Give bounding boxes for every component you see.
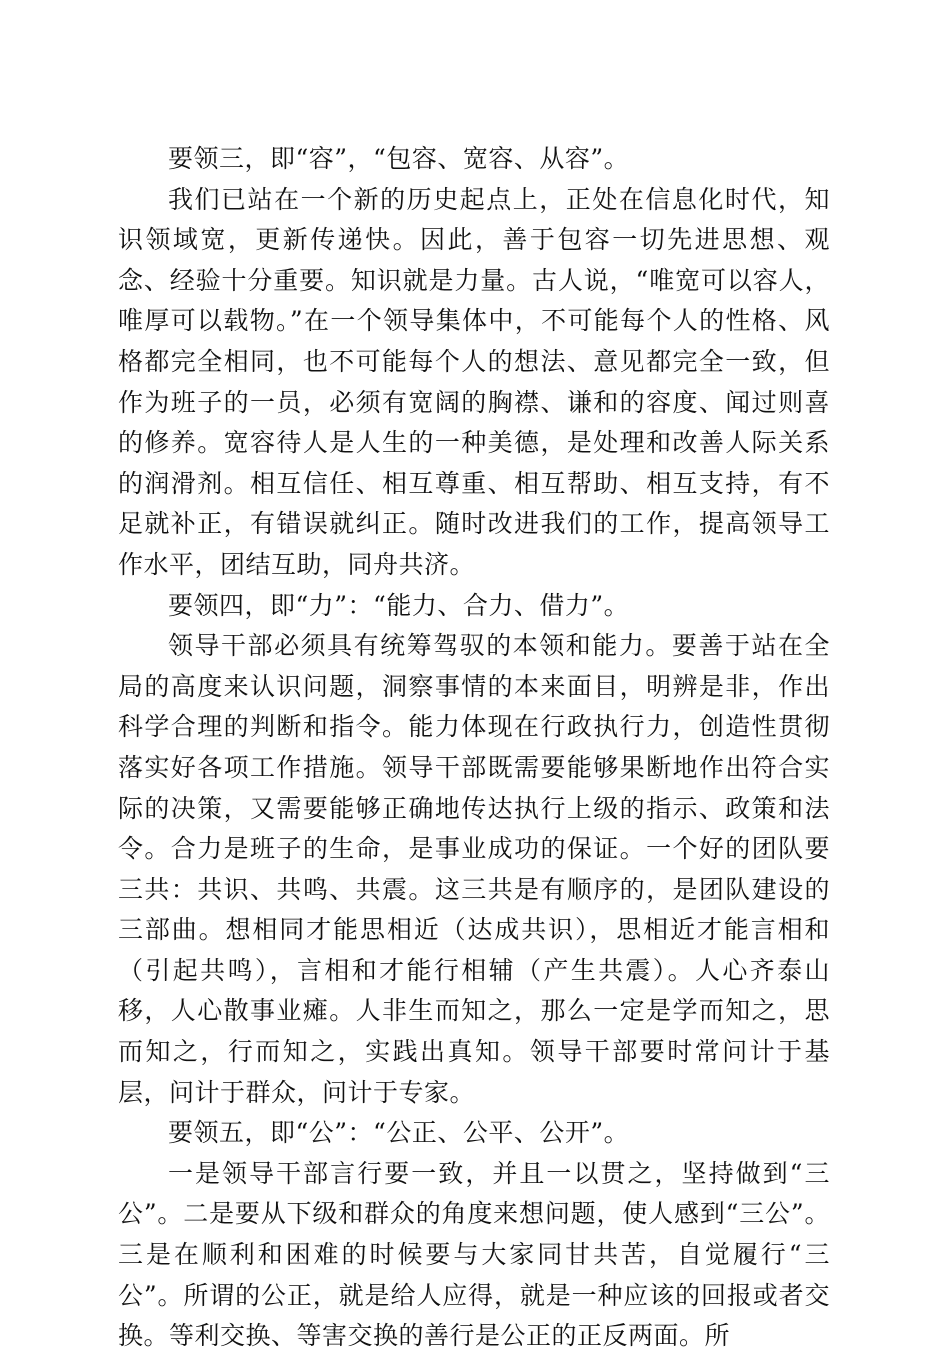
document-body	[118, 139, 830, 1357]
heading-principle-five: 要领五，即“公”：“公正、公平、公开”。	[168, 1118, 630, 1148]
heading-principle-three: 要领三，即“容”，“包容、宽容、从容”。	[168, 144, 630, 173]
heading-principle-four: 要领四，即“力”：“能力、合力、借力”。	[168, 590, 630, 620]
paragraph-tolerance: 我们已站在一个新的历史起点上，正处在信息化时代，知识领域宽，更新传递快。因此，善于包容一切先进思想、观念、经验十分重要。知识就是力量。古人说，“唯宽可以容人，唯厚可以载物。”在一个领导集体中，不可能每个人的性格、风格都完全相同，也不可能每个人的想法、意见都完全一致，但作为班子的一员，必须有宽阔的胸襟、谦和的容度、闻过则喜的修养。宽容待人是人生的一种美德，是处理和改善人际关系的润滑剂。相互信任、相互尊重、相互帮助、相互支持，有不足就补正，有错误就纠正。随时改进我们的工作，提高领导工作水平，团结互助，同舟共济。	[118, 184, 830, 579]
paragraph-capability: 领导干部必须具有统筹驾驭的本领和能力。要善于站在全局的高度来认识问题，洞察事情的本来面目，明辨是非，作出科学合理的判断和指令。能力体现在行政执行力，创造性贯彻落实好各项工作措施。领导干部既需要能够果断地作出符合实际的决策，又需要能够正确地传达执行上级的指示、政策和法令。合力是班子的生命，是事业成功的保证。一个好的团队要三共：共识、共鸣、共震。这三共是有顺序的，是团队建设的三部曲。想相同才能思相近（达成共识），思相近才能言相和（引起共鸣），言相和才能行相辅（产生共震）。人心齐泰山移，人心散事业瘫。人非生而知之，那么一定是学而知之，思而知之，行而知之，实践出真知。领导干部要时常问计于基层，问计于群众，问计于专家。	[118, 631, 830, 1107]
paragraph-fairness: 一是领导干部言行要一致，并且一以贯之，坚持做到“三公”。二是要从下级和群众的角度来想问题，使人感到“三公”。三是在顺利和困难的时候要与大家同甘共苦，自觉履行“三公”。所谓的公正，就是给人应得，就是一种应该的回报或者交换。等利交换、等害交换的善行是公正的正反两面。所	[118, 1158, 830, 1351]
